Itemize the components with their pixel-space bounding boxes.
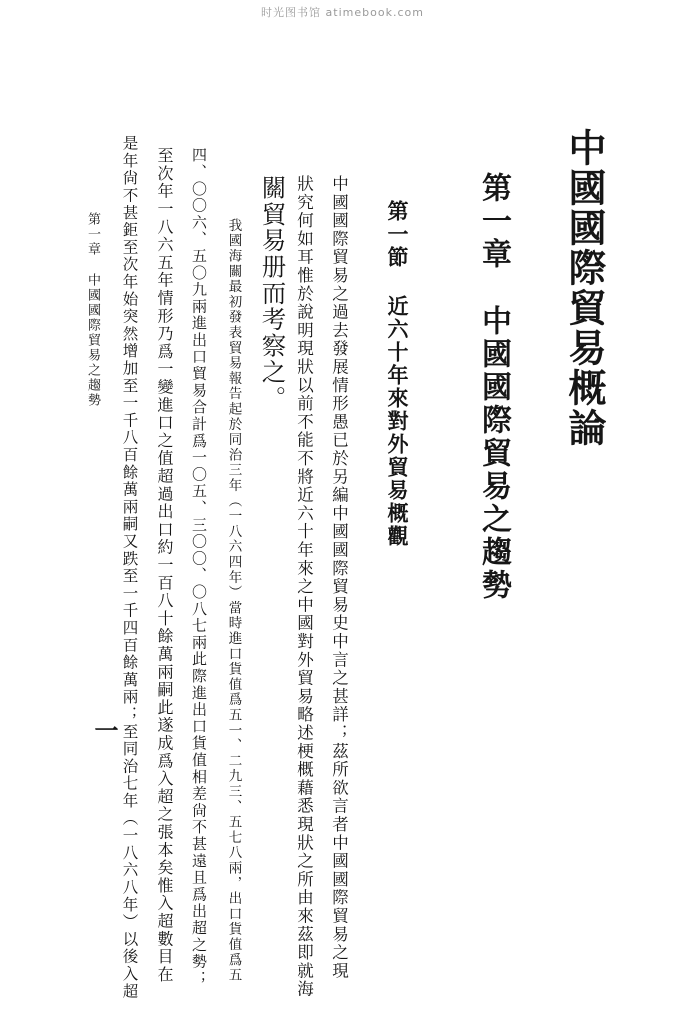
body-line: 狀究何如耳惟於說明現狀以前不能不將近六十年來之中國對外貿易略述梗概藉悉現狀之所由來茲即就海 bbox=[294, 175, 314, 999]
page-number: 一 bbox=[90, 718, 119, 742]
body-line: 四、〇〇六、五〇九兩進出口貿易合計爲一〇五、三〇〇、〇八七兩此際進出口貨值相差尙不甚遠且爲出超之勢； bbox=[190, 147, 208, 987]
body-line: 至次年一八六五年情形乃爲一變進口之值超過出口約一百八十餘萬兩嗣此遂成爲入超之張本矣惟入超數目在 bbox=[155, 147, 174, 984]
body-line: 關貿易册而考察之。 bbox=[258, 175, 288, 412]
chapter-number: 第一章 bbox=[476, 172, 511, 271]
watermark-text: 时光图书馆 atimebook.com bbox=[261, 6, 424, 19]
section-title: 近六十年來對外貿易概觀 bbox=[385, 295, 410, 548]
running-head bbox=[86, 212, 99, 408]
body-line: 中國國際貿易之過去發展情形愚已於另編中國國際貿易史中言之甚詳；茲所欲言者中國國際貿易之現 bbox=[329, 175, 349, 981]
body-line: 我國海關最初發表貿易報告起於同治三年（一八六四年）當時進口貨值爲五一、二九三、五七八兩，出口貨值爲五 bbox=[225, 218, 242, 983]
body-line: 是年尙不甚鉅至次年始突然增加至一千八百餘萬兩嗣又跌至一千四百餘萬兩；至同治七年（一八六八年）以後入超 bbox=[120, 135, 139, 1000]
running-head-chapter: 第一章 bbox=[85, 212, 100, 257]
chapter-title: 中國國際貿易之趨勢 bbox=[476, 305, 511, 602]
book-title: 中國國際貿易概論 bbox=[562, 128, 607, 448]
running-head-title: 中國國際貿易之趨勢 bbox=[85, 273, 100, 408]
section-number: 第一節 bbox=[385, 200, 410, 269]
section-heading bbox=[387, 200, 408, 548]
chapter-heading bbox=[476, 172, 511, 602]
